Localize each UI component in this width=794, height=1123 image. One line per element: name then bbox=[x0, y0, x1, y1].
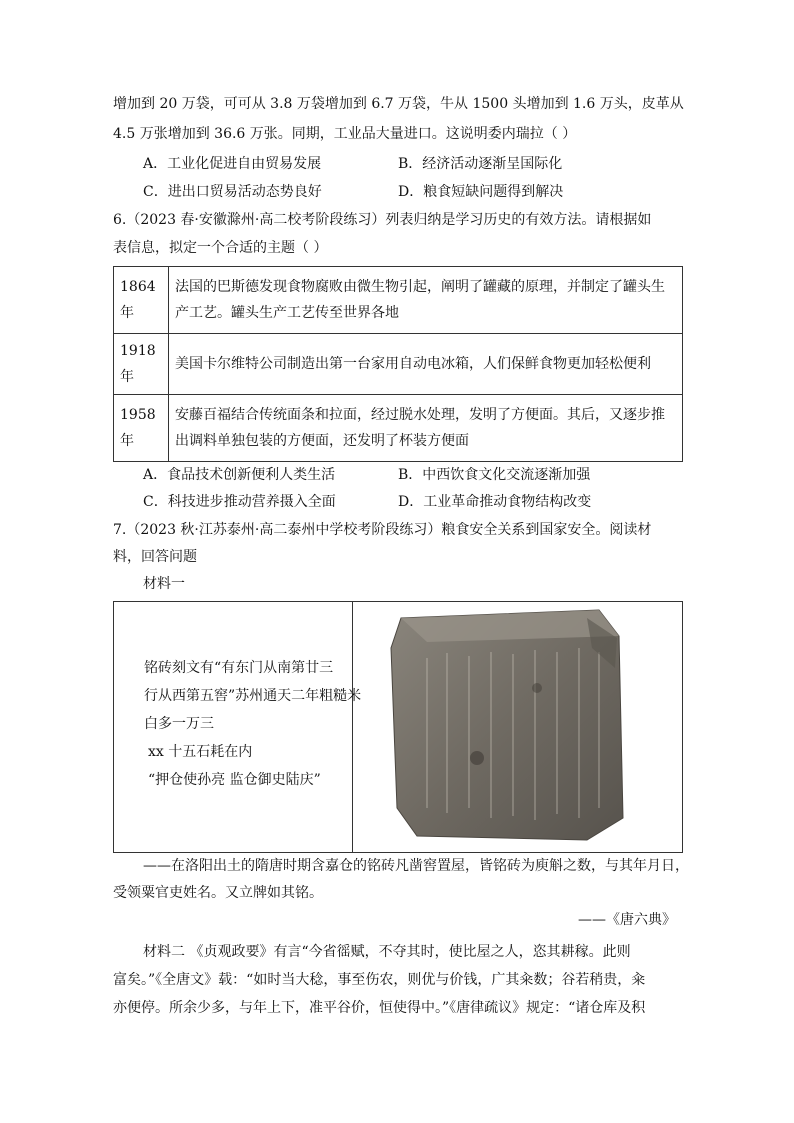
q6-stem-line-2: 表信息，拟定一个合适的主题（ ） bbox=[113, 240, 328, 256]
year-cell: 1958 年 bbox=[114, 395, 169, 462]
event-cell: 安藤百福结合传统面条和拉面，经过脱水处理，发明了方便面。其后，又逐步推出调料单独包装的方便面，还发明了杯装方便面 bbox=[169, 395, 683, 462]
q6-option-a[interactable]: A．食品技术创新便利人类生活 bbox=[143, 467, 336, 483]
q5-option-b[interactable]: B．经济活动逐渐呈国际化 bbox=[398, 156, 563, 172]
inscription-line: 行从西第五窖”苏州通天二年粗糙米 bbox=[144, 688, 362, 704]
material-one-caption-1: ——在洛阳出土的隋唐时期含嘉仓的铭砖凡凿窖置屋，皆铭砖为庾斛之数，与其年月日， bbox=[143, 858, 689, 874]
inscribed-brick-image bbox=[387, 608, 627, 843]
material-two-line-2: 富矣。”《全唐文》载：“如时当大稔，事至伤农，则优与价钱，广其籴数；谷若稍贵，籴 bbox=[113, 972, 646, 988]
event-cell: 法国的巴斯德发现食物腐败由微生物引起，阐明了罐藏的原理，并制定了罐头生产工艺。罐头生产工艺传至世界各地 bbox=[169, 267, 683, 334]
q5-option-c[interactable]: C．进出口贸易活动态势良好 bbox=[143, 184, 322, 200]
q5-option-a[interactable]: A．工业化促进自由贸易发展 bbox=[143, 156, 322, 172]
material-two-line-3: 亦便停。所余少多，与年上下，准平谷价，恒使得中。”《唐律疏议》规定：“诸仓库及积 bbox=[113, 1000, 646, 1016]
table-row bbox=[114, 267, 683, 334]
q7-stem-line-1: 7.（2023 秋·江苏泰州·高二泰州中学校考阶段练习）粮食安全关系到国家安全。阅读材 bbox=[113, 522, 652, 538]
inscription-text-cell bbox=[114, 602, 362, 853]
q5-stem-line-1: 增加到 20 万袋，可可从 3.8 万袋增加到 6.7 万袋，牛从 1500 头增加到 1.6 万头，皮革从 bbox=[113, 96, 684, 112]
material-one-label: 材料一 bbox=[143, 576, 185, 592]
material-one-table bbox=[113, 601, 683, 853]
event-cell: 美国卡尔维特公司制造出第一台家用自动电冰箱，人们保鲜食物更加轻松便利 bbox=[169, 334, 683, 395]
material-one-source: ——《唐六典》 bbox=[578, 912, 676, 928]
material-two-line-1: 材料二 《贞观政要》有言“今省徭赋，不夺其时，使比屋之人，恣其耕稼。此则 bbox=[143, 944, 631, 960]
q6-option-d[interactable]: D．工业革命推动食物结构改变 bbox=[398, 494, 592, 510]
q5-stem-line-2: 4.5 万张增加到 36.6 万张。同期，工业品大量进口。这说明委内瑞拉（ ） bbox=[113, 126, 577, 142]
year-cell: 1918 年 bbox=[114, 334, 169, 395]
q6-stem-line-1: 6.（2023 春·安徽滁州·高二校考阶段练习）列表归纳是学习历史的有效方法。请根据如 bbox=[113, 212, 652, 228]
year-cell: 1864 年 bbox=[114, 267, 169, 334]
material-one-caption-2: 受领粟官吏姓名。又立牌如其铭。 bbox=[113, 885, 323, 901]
q5-option-d[interactable]: D．粮食短缺问题得到解决 bbox=[398, 184, 564, 200]
brick-photo-cell bbox=[353, 602, 683, 853]
q7-stem-line-2: 料，回答问题 bbox=[113, 549, 197, 565]
q6-option-c[interactable]: C．科技进步推动营养摄入全面 bbox=[143, 494, 336, 510]
inscription-line: 白多一万三 bbox=[144, 716, 214, 732]
table-row bbox=[114, 395, 683, 462]
inscription-line: xx 十五石耗在内 bbox=[148, 744, 253, 760]
q6-option-b[interactable]: B．中西饮食文化交流逐渐加强 bbox=[398, 467, 591, 483]
q6-table bbox=[113, 266, 683, 462]
table-row bbox=[114, 334, 683, 395]
inscription-line: 铭砖刻文有“有东门从南第廿三 bbox=[144, 660, 334, 676]
inscription-line: “押仓使孙亮 监仓御史陆庆” bbox=[148, 772, 321, 788]
